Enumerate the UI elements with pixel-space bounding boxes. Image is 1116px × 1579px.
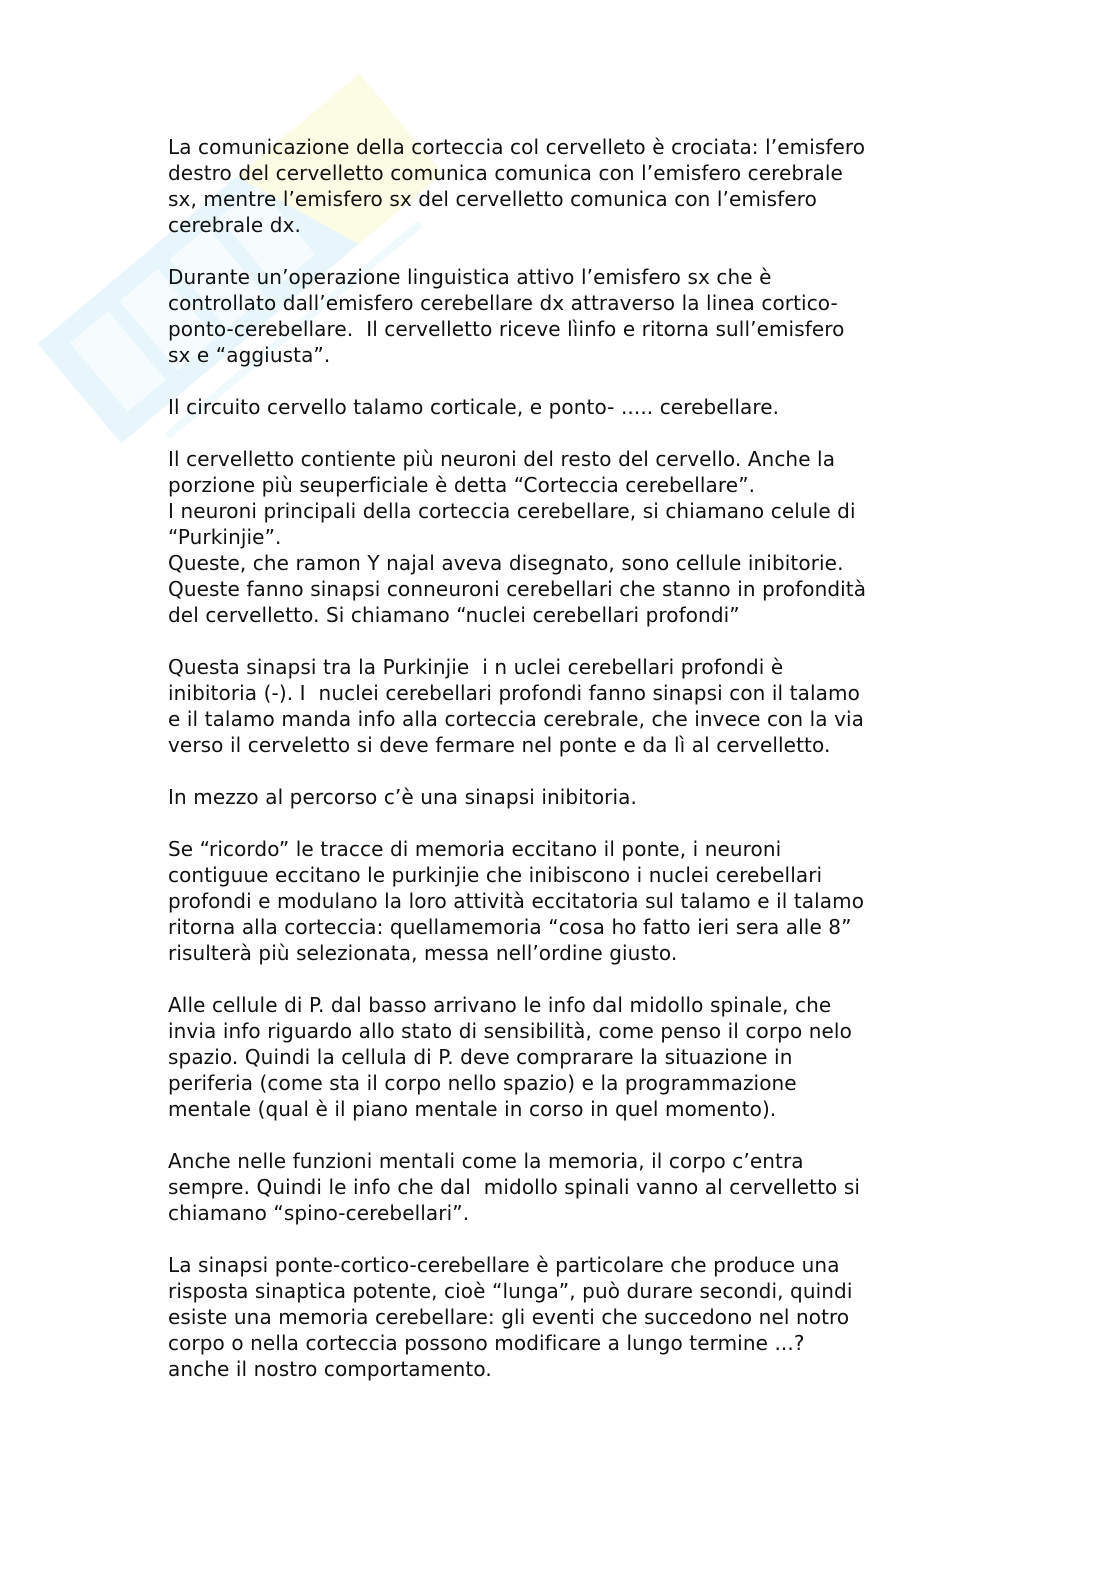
text-line: La comunicazione della corteccia col cervelleto è crociata: l’emisfero xyxy=(168,135,866,159)
text-line: Durante un’operazione linguistica attivo l’emisfero sx che è xyxy=(168,265,772,289)
paragraph xyxy=(168,264,866,368)
paragraph xyxy=(168,446,866,628)
text-line: sempre. Quindi le info che dal midollo spinali vanno al cervelletto si xyxy=(168,1175,861,1199)
text-line: e il talamo manda info alla corteccia cerebrale, che invece con la via xyxy=(168,707,865,731)
text-line: sx e “aggiusta”. xyxy=(168,343,331,367)
text-line: Il cervelletto contiente più neuroni del resto del cervello. Anche la xyxy=(168,447,836,471)
text-line: sx, mentre l’emisfero sx del cervelletto comunica con l’emisfero xyxy=(168,187,817,211)
text-line: anche il nostro comportamento. xyxy=(168,1357,492,1381)
text-line: Alle cellule di P. dal basso arrivano le info dal midollo spinale, che xyxy=(168,993,832,1017)
text-line: Queste, che ramon Y najal aveva disegnato, sono cellule inibitorie. xyxy=(168,551,844,575)
text-line: La sinapsi ponte-cortico-cerebellare è particolare che produce una xyxy=(168,1253,840,1277)
text-line: verso il cerveletto si deve fermare nel ponte e da lì al cervelletto. xyxy=(168,733,831,757)
text-line: corpo o nella corteccia possono modificare a lungo termine ...? xyxy=(168,1331,805,1355)
paragraph xyxy=(168,836,866,966)
text-line: risposta sinaptica potente, cioè “lunga”, può durare secondi, quindi xyxy=(168,1279,853,1303)
text-line: ponto-cerebellare. Il cervelletto riceve lìinfo e ritorna sull’emisfero xyxy=(168,317,845,341)
text-line: del cervelletto. Si chiamano “nuclei cerebellari profondi” xyxy=(168,603,740,627)
paragraph xyxy=(168,992,866,1122)
paragraph xyxy=(168,394,866,420)
paragraph xyxy=(168,784,866,810)
text-line: esiste una memoria cerebellare: gli eventi che succedono nel notro xyxy=(168,1305,850,1329)
text-line: Questa sinapsi tra la Purkinjie i n uclei cerebellari profondi è xyxy=(168,655,784,679)
paragraph xyxy=(168,654,866,758)
text-line: Se “ricordo” le tracce di memoria eccitano il ponte, i neuroni xyxy=(168,837,782,861)
text-line: mentale (qual è il piano mentale in corso in quel momento). xyxy=(168,1097,777,1121)
text-line: invia info riguardo allo stato di sensibilità, come penso il corpo nelo xyxy=(168,1019,852,1043)
text-line: “Purkinjie”. xyxy=(168,525,282,549)
text-line: Anche nelle funzioni mentali come la memoria, il corpo c’entra xyxy=(168,1149,804,1173)
text-line: spazio. Quindi la cellula di P. deve comprarare la situazione in xyxy=(168,1045,793,1069)
text-line: profondi e modulano la loro attività eccitatoria sul talamo e il talamo xyxy=(168,889,865,913)
text-line: cerebrale dx. xyxy=(168,213,301,237)
text-line: destro del cervelletto comunica comunica con l’emisfero cerebrale xyxy=(168,161,843,185)
text-line: porzione più seuperficiale è detta “Corteccia cerebellare”. xyxy=(168,473,756,497)
paragraph xyxy=(168,134,866,238)
text-line: Queste fanno sinapsi conneuroni cerebellari che stanno in profondità xyxy=(168,577,867,601)
text-line: ritorna alla corteccia: quellamemoria “cosa ho fatto ieri sera alle 8” xyxy=(168,915,852,939)
paragraph xyxy=(168,1148,866,1226)
text-line: periferia (come sta il corpo nello spazio) e la programmazione xyxy=(168,1071,797,1095)
text-line: controllato dall’emisfero cerebellare dx attraverso la linea cortico- xyxy=(168,291,838,315)
document-body xyxy=(168,134,866,1408)
text-line: I neuroni principali della corteccia cerebellare, si chiamano celule di xyxy=(168,499,856,523)
text-line: In mezzo al percorso c’è una sinapsi inibitoria. xyxy=(168,785,637,809)
text-line: inibitoria (-). I nuclei cerebellari profondi fanno sinapsi con il talamo xyxy=(168,681,860,705)
text-line: chiamano “spino-cerebellari”. xyxy=(168,1201,470,1225)
paragraph xyxy=(168,1252,866,1382)
text-line: Il circuito cervello talamo corticale, e ponto- ..... cerebellare. xyxy=(168,395,780,419)
text-line: risulterà più selezionata, messa nell’ordine giusto. xyxy=(168,941,678,965)
text-line: contiguue eccitano le purkinjie che inibiscono i nuclei cerebellari xyxy=(168,863,823,887)
